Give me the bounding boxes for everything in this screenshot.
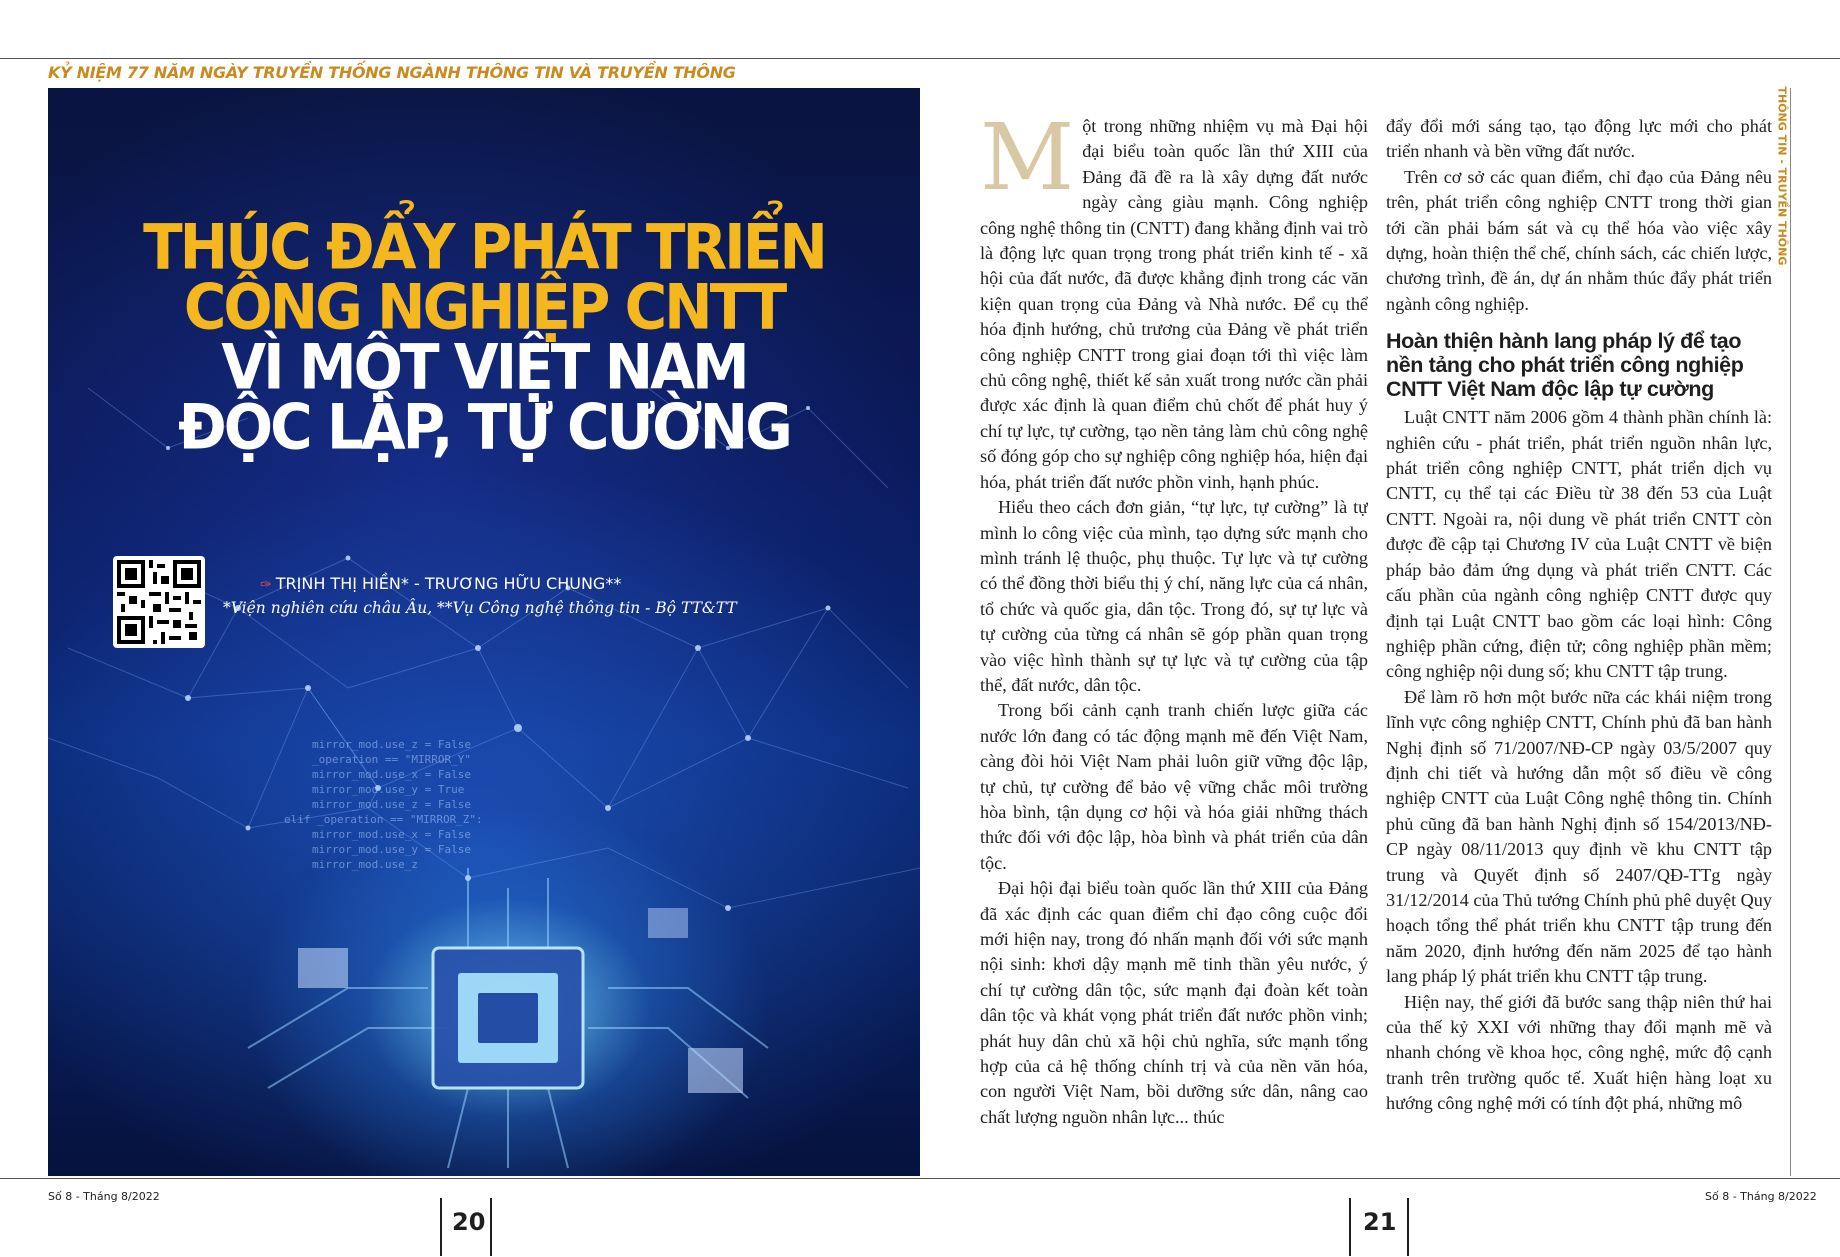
page-number-bar xyxy=(1349,1198,1351,1256)
code-line: mirror_mod.use_x = False xyxy=(312,828,471,841)
title-line-2: CÔNG NGHIỆP CNTT xyxy=(183,270,785,344)
code-line: _operation == "MIRROR_Y" xyxy=(312,753,471,766)
paragraph: Để làm rõ hơn một bước nữa các khái niệm trong lĩnh vực công nghiệp CNTT, Chính phủ đã ban hành Nghị định số 71/2007/NĐ-CP ngày 03/5/2007 quy định chi tiết và hướng dẫn một số điều về công nghiệp CNTT của Luật Công nghệ thông tin. Chính phủ cũng đã ban hành Nghị định số 154/2013/NĐ-CP ngày 08/11/2013 quy định về khu CNTT tập trung và Quyết định số 2407/QĐ-TTg ngày 31/12/2014 của Thủ tướng Chính phủ phê duyệt Quy hoạch tổng thể phát triển khu CNTT tập trung đến năm 2020, định hướng đến năm 2025 để tạo hành lang pháp lý phát triển khu CNTT tập trung. xyxy=(1386,686,1772,987)
title-line-1: THÚC ĐẨY PHÁT TRIỂN xyxy=(143,210,825,284)
qr-code[interactable] xyxy=(113,556,205,648)
issue-label-left: Số 8 - Tháng 8/2022 xyxy=(48,1190,160,1203)
paragraph: Luật CNTT năm 2006 gồm 4 thành phần chính là: nghiên cứu - phát triển, phát triển nguồn nhân lực, phát triển công nghiệp CNTT, phát triển dịch vụ CNTT, cụ thể tại các Điều từ 38 đến 53 của Luật CNTT. Ngoài ra, nội dung về phát triển CNTT còn được đề cập tại Chương IV của Luật CNTT về biện pháp bảo đảm ứng dụng và phát triển CNTT. Các cấu phần của ngành công nghiệp CNTT được quy định tại Luật CNTT bao gồm các loại hình: Công nghiệp phần cứng, điện tử; công nghiệp phần mềm; công nghiệp nội dung số; khu CNTT tập trung. xyxy=(1386,407,1772,682)
paragraph: Hiện nay, thế giới đã bước sang thập niên thứ hai của thế kỷ XXI với những thay đổi mạnh mẽ và nhanh chóng về khoa học, công nghệ, mức độ cạnh tranh trên trường quốc tế. Xuất hiện hàng loạt xu hướng công nghệ mới có tính đột phá, những mô xyxy=(1386,991,1772,1114)
page-number-right: 21 xyxy=(1363,1208,1397,1236)
paragraph: Trên cơ sở các quan điểm, chỉ đạo của Đảng nêu trên, phát triển công nghiệp CNTT trong thời gian tới cần phải bám sát và cụ thể hóa vào việc xây dựng, hoàn thiện thể chế, chính sách, các chiến lược, chương trình, đề án, dự án nhằm thúc đẩy phát triển ngành công nghiệp. xyxy=(1386,166,1772,314)
code-line: mirror_mod.use_y = True xyxy=(312,783,465,796)
article-column-2 xyxy=(1386,114,1772,1174)
title-line-4: ĐỘC LẬP, TỰ CƯỜNG xyxy=(178,390,790,464)
paragraph: Đại hội đại biểu toàn quốc lần thứ XIII của Đảng đã xác định các quan điểm chỉ đạo công cuộc đổi mới hiện nay, trong đó nhấn mạnh đối với sức mạnh nội sinh: khơi dậy mạnh mẽ tinh thần yêu nước, ý chí tự cường dân tộc, sức mạnh đại đoàn kết toàn dân tộc và khát vọng phát triển đất nước phồn vinh; phát huy dân chủ xã hội chủ nghĩa, sức mạnh tổng hợp của cả hệ thống chính trị và của nền văn hóa, con người Việt Nam, bồi dưỡng sức dân, nâng cao chất lượng nguồn nhân lực... thúc xyxy=(980,878,1368,1127)
issue-label-right: Số 8 - Tháng 8/2022 xyxy=(1705,1190,1817,1203)
footer-rule xyxy=(0,1178,1840,1179)
paragraph: Trong bối cảnh cạnh tranh chiến lược giữa các nước lớn đang có tác động mạnh mẽ đến Việt Nam, càng đòi hỏi Việt Nam phải luôn giữ vững độc lập, tự chủ, tự cường để bảo vệ vững chắc môi trường hòa bình, tận dụng cơ hội và hóa giải những thách thức đối với độc lập, hòa bình và phát triển của dân tộc. xyxy=(980,700,1368,873)
page-number-bar xyxy=(1407,1198,1409,1256)
page-number-bar xyxy=(440,1198,442,1256)
section-subheading: Hoàn thiện hành lang pháp lý để tạo nền tảng cho phát triển công nghiệp CNTT Việt Nam độc lập tự cường xyxy=(1386,329,1744,402)
code-line: mirror_mod.use_z xyxy=(312,858,418,871)
paragraph: đẩy đổi mới sáng tạo, tạo động lực mới cho phát triển nhanh và bền vững đất nước. xyxy=(1386,116,1772,162)
section-tag-label: THÔNG TIN - TRUYỀN THÔNG xyxy=(1775,86,1789,266)
page-number-bar xyxy=(490,1198,492,1256)
author-byline xyxy=(260,574,621,593)
code-line: mirror_mod.use_x = False xyxy=(312,768,471,781)
code-line: mirror_mod.use_z = False xyxy=(312,738,471,751)
side-rule xyxy=(1790,88,1791,1176)
header-rule xyxy=(0,58,1840,59)
qr-code-icon xyxy=(113,556,205,648)
hero-image xyxy=(48,88,920,1176)
header-banner: KỶ NIỆM 77 NĂM NGÀY TRUYỀN THỐNG NGÀNH THÔNG TIN VÀ TRUYỀN THÔNG xyxy=(48,63,736,82)
author-affiliation: *Viện nghiên cứu châu Âu, **Vụ Công nghệ thông tin - Bộ TT&TT xyxy=(223,599,737,617)
article-column-1 xyxy=(980,114,1368,1174)
page-number-left: 20 xyxy=(452,1208,486,1236)
dropcap: M xyxy=(980,114,1075,211)
authors: TRỊNH THỊ HIỀN* - TRƯƠNG HỮU CHUNG** xyxy=(275,574,622,593)
section-tag xyxy=(1774,86,1789,266)
code-line: elif _operation == "MIRROR_Z": xyxy=(284,813,483,826)
pen-icon: ✑ xyxy=(260,577,272,593)
title-line-3: VÌ MỘT VIỆT NAM xyxy=(221,330,747,404)
paragraph: ột trong những nhiệm vụ mà Đại hội đại biểu toàn quốc lần thứ XIII của Đảng đã đề ra là xây dựng đất nước ngày càng giàu mạnh. Công nghiệp công nghệ thông tin (CNTT) đang khẳng định vai trò là động lực quan trọng trong phát triển kinh tế - xã hội của đất nước, đã được khẳng định trong các văn kiện quan trọng của Đảng và Nhà nước. Để cụ thể hóa định hướng, chủ trương của Đảng về phát triển công nghiệp CNTT trong giai đoạn tới thì việc làm chủ công nghệ, thiết kế sản xuất trong nước cần phải được xác định là quan điểm chủ chốt để phát huy ý chí tự lực, tự cường, tạo nền tảng làm chủ công nghệ số đóng góp cho sự nghiệp công nghiệp hóa, hiện đại hóa, phát triển đất nước phồn vinh, hạnh phúc. xyxy=(980,116,1368,492)
code-line: mirror_mod.use_y = False xyxy=(312,843,471,856)
code-line: mirror_mod.use_z = False xyxy=(312,798,471,811)
paragraph: Hiểu theo cách đơn giản, “tự lực, tự cường” là tự mình lo công việc của mình, tạo dựng sức mạnh cho mình tránh lệ thuộc, phụ thuộc. Tự lực và tự cường có thể đồng thời biểu thị ý chí, năng lực của cá nhân, tổ chức và quốc gia, dân tộc. Trong đó, sự tự lực và tự cường của từng cá nhân sẽ góp phần quan trọng vào việc hình thành sự tự lực và tự cường của tập thể, đất nước, dân tộc. xyxy=(980,497,1368,695)
